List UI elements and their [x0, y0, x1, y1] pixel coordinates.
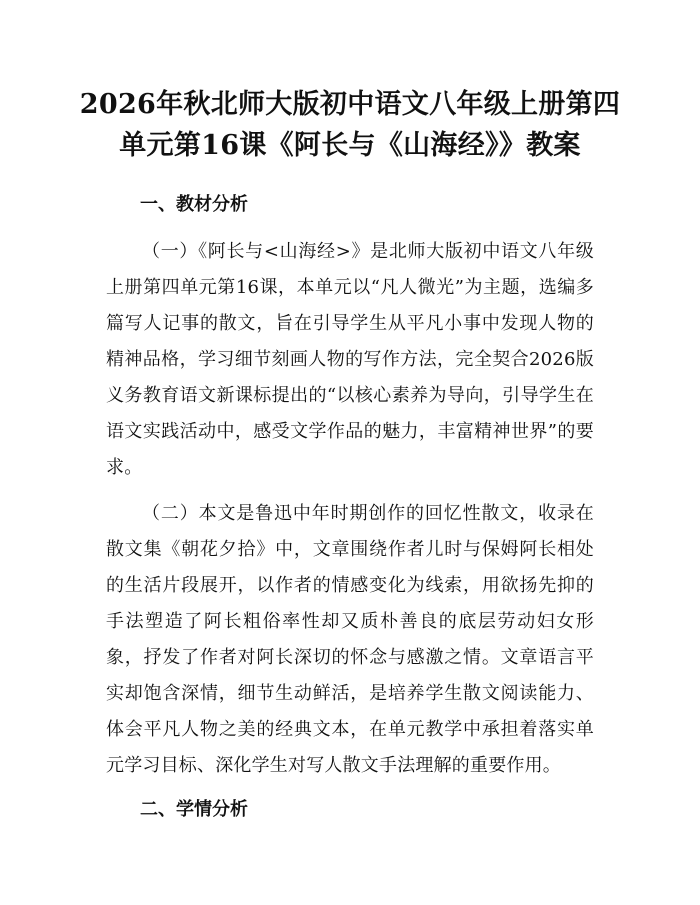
paragraph-textbook-analysis-1: （一）《阿长与<山海经>》是北师大版初中语文八年级上册第四单元第16课，本单元以“凡人微光”为主题，选编多篇写人记事的散文，旨在引导学生从平凡小事中发现人物的精神品格，学习细节刻画人物的写作方法，完全契合2026版义务教育语文新课标提出的“以核心素养为导向，引导学生在语文实践活动中，感受文学作品的魅力，丰富精神世界”的要求。 — [106, 241, 594, 478]
document-title-line-2: 单元第16课《阿长与《山海经》》教案 — [119, 130, 581, 161]
section-heading-textbook-analysis: 一、教材分析 — [140, 194, 248, 215]
document-title-line-1: 2026年秋北师大版初中语文八年级上册第四 — [79, 89, 621, 120]
section-heading-student-analysis: 二、学情分析 — [140, 799, 248, 820]
paragraph-textbook-analysis-2: （二）本文是鲁迅中年时期创作的回忆性散文，收录在散文集《朝花夕拾》中，文章围绕作者儿时与保姆阿长相处的生活片段展开，以作者的情感变化为线索，用欲扬先抑的手法塑造了阿长粗俗率性却又质朴善良的底层劳动妇女形象，抒发了作者对阿长深切的怀念与感激之情。文章语言平实却饱含深情，细节生动鲜活，是培养学生散文阅读能力、体会平凡人物之美的经典文本，在单元教学中承担着落实单元学习目标、深化学生对写人散文手法理解的重要作用。 — [106, 503, 594, 776]
